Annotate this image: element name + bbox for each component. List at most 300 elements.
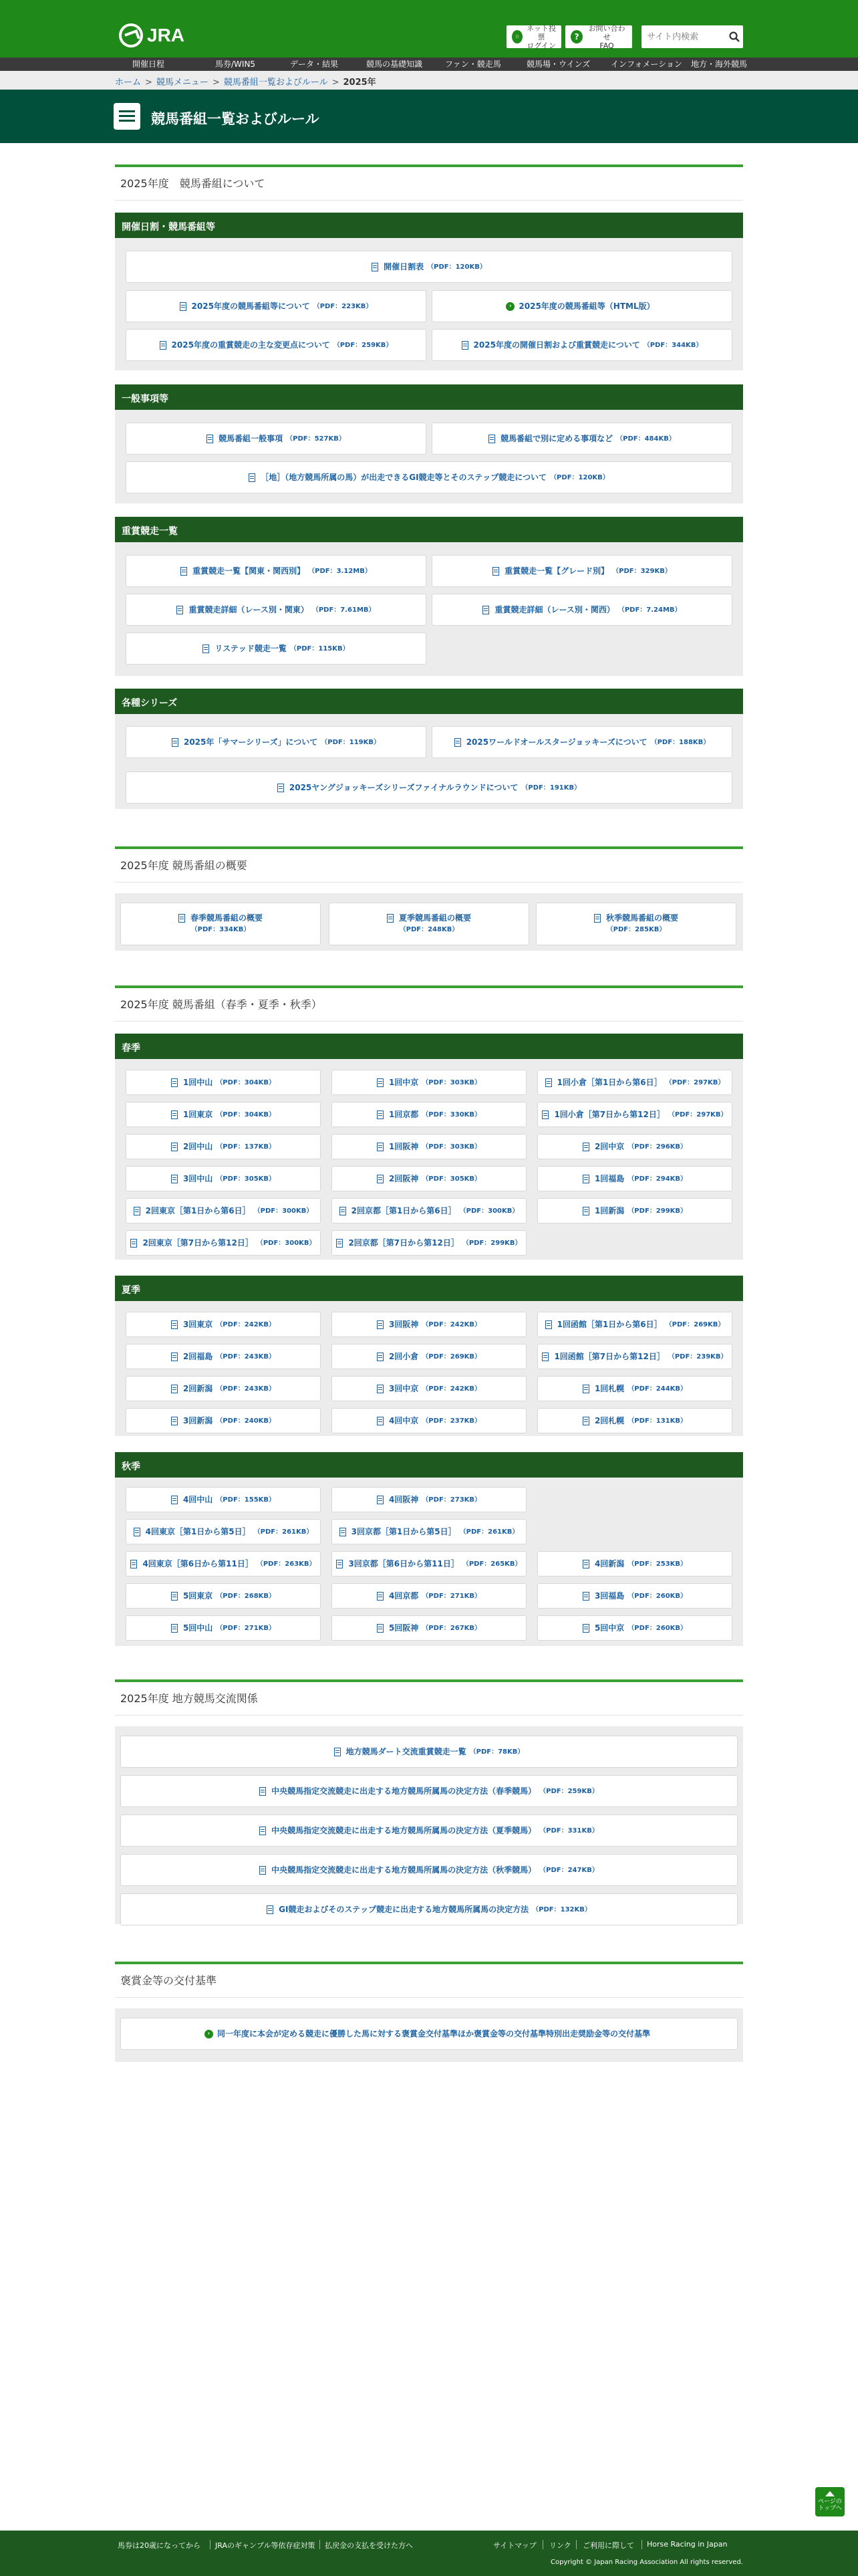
link-label: 4回阪神 (388, 1494, 419, 1504)
link-label: 中央競馬指定交流競走に出走する地方競馬所属馬の決定方法（秋季競馬） (271, 1865, 537, 1875)
link-label: 5回中京 (594, 1623, 625, 1633)
file-size: （PDF：303KB） (422, 1143, 482, 1151)
jra-logo[interactable] (119, 23, 186, 48)
link-label: 3回東京 (182, 1319, 213, 1329)
file-size: （PDF：237KB） (422, 1417, 482, 1425)
pdf-icon (583, 1207, 589, 1215)
pdf-icon (377, 1110, 384, 1119)
link-label: 4回東京［第6日から第11日］ (142, 1558, 253, 1568)
link-label: 2025年「サマーシリーズ」について (183, 737, 318, 747)
search-input[interactable] (641, 25, 720, 48)
pdf-link-button[interactable] (331, 1102, 527, 1127)
pdf-link-button[interactable] (537, 1551, 732, 1576)
section-heading: 2025年度 競馬番組について (115, 164, 743, 201)
file-size: （PDF：120KB） (550, 473, 609, 481)
pdf-icon (583, 1143, 589, 1151)
pdf-icon (178, 914, 185, 923)
list-icon (114, 103, 140, 130)
horse-logo-icon (119, 23, 143, 47)
file-size: （PDF：191KB） (521, 784, 581, 792)
pdf-link-button[interactable] (126, 1487, 321, 1512)
link-label: 4回新潟 (594, 1558, 625, 1568)
file-size: （PDF：132KB） (532, 1905, 591, 1913)
pdf-icon (259, 1866, 266, 1875)
link-label: 1回小倉［第1日から第6日］ (557, 1077, 662, 1087)
breadcrumb: ホーム > 競馬メニュー > 競馬番組一覧およびルール > 2025年 (0, 71, 858, 90)
pdf-icon (171, 1110, 178, 1119)
file-size: （PDF：131KB） (627, 1417, 688, 1425)
pdf-icon (377, 1417, 384, 1425)
link-label: GI競走およびそのステップ競走に出走する地方競馬所属馬の決定方法 (279, 1904, 529, 1914)
link-label: 同一年度に本会が定める競走に優勝した馬に対する褒賞金交付基準ほか褒賞金等の交付基準特別出走奨励金等の交付基準 (217, 2028, 650, 2038)
pdf-icon (583, 1417, 589, 1425)
pdf-link-button[interactable] (331, 1583, 527, 1609)
section-heading: 褒賞金等の交付基準 (115, 1962, 743, 1998)
pdf-icon (594, 914, 601, 923)
link-label: 2025年度の重賞競走の主な変更点について (171, 340, 330, 350)
link-label: 2回中山 (182, 1141, 213, 1151)
pdf-link-button[interactable] (331, 1134, 527, 1159)
pdf-icon (339, 1528, 346, 1536)
footer-link[interactable]: JRAのギャンブル等依存症対策 (215, 2541, 315, 2550)
pdf-link-button[interactable] (432, 555, 732, 587)
logo-text: JRA (147, 25, 185, 45)
pdf-icon (583, 1175, 589, 1183)
pdf-link-button[interactable] (126, 1198, 321, 1223)
pdf-link-button[interactable] (126, 1376, 321, 1401)
pdf-icon (336, 1239, 343, 1248)
link-label: 1回札幌 (594, 1383, 625, 1393)
pdf-link-button[interactable] (120, 1736, 738, 1768)
link-label: 5回東京 (182, 1591, 213, 1601)
link-label: 中央競馬指定交流競走に出走する地方競馬所属馬の決定方法（春季競馬） (271, 1786, 537, 1796)
pdf-icon (249, 473, 255, 482)
pdf-icon (583, 1560, 589, 1568)
nav-item[interactable]: 開催日程 (132, 60, 165, 69)
pdf-icon (377, 1320, 384, 1329)
page-title: 競馬番組一覧およびルール (151, 111, 319, 127)
file-size: （PDF：269KB） (422, 1353, 482, 1361)
pagetop-line1: ページの (818, 2498, 842, 2505)
link-label: 1回福島 (594, 1173, 625, 1183)
footer-link[interactable]: リンク (549, 2541, 571, 2550)
file-size: （PDF：7.24MB） (617, 606, 682, 614)
breadcrumb-list[interactable]: 競馬番組一覧およびルール (223, 78, 328, 88)
file-size: （PDF：261KB） (459, 1528, 519, 1536)
link-label: 開催日割表 (384, 261, 424, 271)
site-search (641, 25, 743, 48)
pdf-icon (372, 263, 378, 271)
link-label: 2回札幌 (594, 1415, 625, 1425)
pdf-link-button[interactable] (331, 1615, 527, 1641)
link-label: 1回中京 (388, 1077, 419, 1087)
pdf-link-button[interactable] (120, 1814, 738, 1847)
pdf-icon (583, 1385, 589, 1393)
file-size: （PDF：268KB） (216, 1592, 276, 1600)
pdf-icon (130, 1560, 137, 1568)
pdf-link-button[interactable] (120, 1854, 738, 1886)
pdf-link-button[interactable] (126, 772, 732, 804)
file-size: （PDF：294KB） (627, 1175, 688, 1183)
pdf-link-button[interactable] (120, 1775, 738, 1807)
link-label: 1回函館［第1日から第6日］ (557, 1319, 662, 1329)
file-size: （PDF：248KB） (399, 926, 459, 933)
file-size: （PDF：527KB） (286, 435, 345, 443)
file-size: （PDF：300KB） (256, 1239, 316, 1247)
pdf-icon (277, 784, 284, 792)
pdf-link-button[interactable] (126, 1551, 321, 1576)
pdf-link-button[interactable] (126, 1312, 321, 1337)
faq-button[interactable] (565, 25, 632, 48)
pdf-link-button[interactable] (126, 1408, 321, 1433)
pdf-link-button[interactable] (126, 1344, 321, 1369)
pdf-icon (482, 606, 489, 614)
file-size: （PDF：260KB） (627, 1592, 688, 1600)
pdf-link-button[interactable] (126, 726, 426, 758)
link-label: 5回阪神 (388, 1623, 419, 1633)
file-size: （PDF：119KB） (321, 738, 381, 746)
pdf-link-button[interactable] (126, 1070, 321, 1095)
pdf-icon (180, 567, 187, 576)
pdf-link-button[interactable] (126, 290, 426, 322)
nav-item[interactable]: インフォメーション (611, 60, 682, 69)
file-size: （PDF：115KB） (289, 645, 349, 653)
file-size: （PDF：188KB） (650, 738, 710, 746)
pdf-link-button[interactable] (537, 1376, 732, 1401)
file-size: （PDF：329KB） (612, 567, 672, 575)
link-label: 3回新潟 (182, 1415, 213, 1425)
pdf-link-button[interactable] (432, 726, 732, 758)
footer-link[interactable]: ご利用に際して (583, 2541, 634, 2550)
pdf-link-button[interactable] (331, 1408, 527, 1433)
link-label: 4回東京［第1日から第5日］ (145, 1526, 251, 1536)
file-size: （PDF：155KB） (216, 1496, 276, 1504)
pdf-icon (130, 1239, 137, 1248)
pdf-icon (492, 567, 499, 576)
file-size: （PDF：120KB） (427, 263, 486, 271)
file-size: （PDF：7.61MB） (311, 606, 376, 614)
footer-link[interactable]: サイトマップ (493, 2541, 537, 2550)
file-size: （PDF：334KB） (190, 926, 251, 933)
file-size: （PDF：297KB） (668, 1110, 728, 1119)
pdf-link-button[interactable] (126, 329, 426, 361)
file-size: （PDF：305KB） (216, 1175, 276, 1183)
link-label: 4回中山 (182, 1494, 213, 1504)
pdf-link-button[interactable] (432, 329, 732, 361)
link-label: 2025年度の競馬番組等（HTML版） (519, 301, 655, 311)
pdf-link-button[interactable] (331, 1344, 527, 1369)
page-top-button[interactable] (815, 2487, 845, 2516)
link-label: 春季競馬番組の概要 (190, 913, 263, 923)
group-heading: 秋季 (115, 1452, 743, 1478)
group-heading: 一般事項等 (115, 384, 743, 410)
pdf-link-button[interactable] (537, 1198, 732, 1223)
pdf-link-button[interactable] (331, 1166, 527, 1191)
link-label: 1回中山 (182, 1077, 213, 1087)
nav-item[interactable]: 地方・海外競馬 (691, 60, 748, 69)
pdf-icon (583, 1592, 589, 1601)
file-size: （PDF：137KB） (216, 1143, 276, 1151)
circle-arrow-icon: › (204, 2030, 213, 2038)
link-label: 2025ヤングジョッキーズシリーズファイナルラウンドについて (289, 782, 519, 792)
pdf-link-button[interactable] (331, 1070, 527, 1095)
file-size: （PDF：299KB） (627, 1207, 688, 1215)
pdf-icon (180, 302, 186, 311)
pdf-link-button[interactable] (537, 1615, 732, 1641)
pdf-link-button[interactable] (126, 1615, 321, 1641)
file-size: （PDF：271KB） (422, 1592, 482, 1600)
file-size: （PDF：261KB） (253, 1528, 313, 1536)
file-size: （PDF：300KB） (253, 1207, 313, 1215)
link-label: 競馬番組で別に定める事項など (500, 433, 613, 443)
pdf-icon (387, 914, 394, 923)
file-size: （PDF：3.12MB） (308, 567, 372, 575)
footer-link[interactable]: 馬券は20歳になってから (118, 2541, 200, 2550)
login-line2: ログイン (527, 41, 556, 50)
pdf-link-button[interactable] (120, 903, 321, 945)
pdf-icon (171, 1175, 178, 1183)
link-label: 夏季競馬番組の概要 (398, 913, 471, 923)
pdf-icon (377, 1624, 384, 1633)
pdf-link-button[interactable] (537, 1583, 732, 1609)
pdf-link-button[interactable] (126, 632, 426, 665)
file-size: （PDF：344KB） (643, 341, 703, 349)
link-label: 3回京都［第6日から第11日］ (348, 1558, 459, 1568)
pdf-icon (171, 1624, 178, 1633)
pdf-link-button[interactable] (120, 2018, 738, 2050)
link-label-row (178, 913, 263, 923)
file-size: （PDF：78KB） (469, 1748, 525, 1756)
pdf-icon (259, 1787, 266, 1796)
pdf-link-button[interactable] (331, 1230, 527, 1256)
link-label-row (594, 913, 678, 923)
pdf-icon (542, 1110, 549, 1119)
pdf-link-button[interactable] (537, 1134, 732, 1159)
nav-item[interactable]: 馬券/WIN5 (215, 60, 256, 69)
pdf-icon (454, 738, 461, 747)
pdf-link-button[interactable] (126, 251, 732, 283)
pdf-link-button[interactable] (331, 1312, 527, 1337)
group-heading: 春季 (115, 1034, 743, 1059)
link-label: 1回小倉［第7日から第12日］ (554, 1109, 665, 1119)
pdf-icon (336, 1560, 343, 1568)
section-heading: 2025年度 競馬番組（春季・夏季・秋季） (115, 985, 743, 1022)
pagetop-line2: トップへ (818, 2505, 842, 2512)
pdf-icon (176, 606, 183, 614)
file-size: （PDF：243KB） (216, 1353, 276, 1361)
pdf-link-button[interactable] (432, 423, 732, 455)
section-heading: 2025年度 競馬番組の概要 (115, 846, 743, 883)
link-label: 重賞競走一覧【関東・関西別】 (192, 566, 305, 576)
file-size: （PDF：269KB） (665, 1320, 725, 1328)
pdf-icon (160, 341, 166, 350)
breadcrumb-current: 2025年 (343, 78, 376, 88)
pdf-icon (377, 1175, 384, 1183)
pdf-link-button[interactable] (537, 1070, 732, 1095)
link-label: 4回中京 (388, 1415, 419, 1425)
link-label: 3回阪神 (388, 1319, 419, 1329)
pdf-icon (172, 738, 178, 747)
file-size: （PDF：240KB） (216, 1417, 276, 1425)
link-label: 1回京都 (388, 1109, 419, 1119)
pdf-link-button[interactable] (126, 461, 732, 493)
pdf-icon (377, 1496, 384, 1504)
file-size: （PDF：271KB） (216, 1624, 276, 1632)
link-label: ［地］（地方競馬所属の馬）が出走できるGI競走等とそのステップ競走について (261, 472, 547, 482)
pdf-link-button[interactable] (537, 1408, 732, 1433)
pdf-link-button[interactable] (331, 1376, 527, 1401)
pdf-icon (377, 1592, 384, 1601)
breadcrumb-home[interactable]: ホーム (115, 78, 142, 88)
nav-item[interactable]: 競馬場・ウインズ (527, 60, 591, 69)
link-label: 3回中京 (388, 1383, 419, 1393)
pdf-link-button[interactable] (331, 1487, 527, 1512)
file-size: （PDF：244KB） (627, 1385, 688, 1393)
pdf-icon (377, 1143, 384, 1151)
login-icon: ◦ (512, 30, 523, 43)
pdf-link-button[interactable] (126, 1519, 321, 1544)
pdf-link-button[interactable] (126, 555, 426, 587)
pdf-icon (134, 1207, 140, 1215)
file-size: （PDF：243KB） (216, 1385, 276, 1393)
link-label: 2回京都［第7日から第12日］ (348, 1238, 459, 1248)
pdf-icon (377, 1078, 384, 1087)
link-label: 2回中京 (594, 1141, 625, 1151)
pdf-link-button[interactable] (126, 1230, 321, 1256)
global-nav (0, 57, 858, 71)
faq-line2: FAQ (599, 41, 614, 50)
footer-link-horse-racing-in-japan[interactable]: Horse Racing in Japan (647, 2540, 728, 2549)
file-size: （PDF：265KB） (462, 1560, 522, 1568)
nav-item[interactable]: データ・結果 (290, 60, 339, 69)
pdf-icon (171, 1143, 178, 1151)
link-label: 1回函館［第7日から第12日］ (554, 1351, 665, 1361)
file-size: （PDF：263KB） (256, 1560, 316, 1568)
file-size: （PDF：299KB） (462, 1239, 522, 1247)
link-label: 2025年度の開催日割および重賞競走について (473, 340, 640, 350)
question-icon: ? (571, 30, 583, 43)
pdf-icon (542, 1353, 549, 1361)
link-label: 2025年度の競馬番組等について (191, 301, 310, 311)
link-label: 2回東京［第7日から第12日］ (142, 1238, 253, 1248)
pdf-icon (171, 1385, 178, 1393)
link-label: 重賞競走詳細（レース別・関西） (494, 604, 615, 614)
link-label: 競馬番組一般事項 (219, 433, 283, 443)
pdf-icon (134, 1528, 140, 1536)
link-label: リステッド競走一覧 (214, 643, 287, 653)
pdf-icon (171, 1496, 178, 1504)
pdf-icon (171, 1353, 178, 1361)
pdf-icon (267, 1905, 273, 1914)
file-size: （PDF：242KB） (422, 1385, 482, 1393)
nav-item[interactable]: ファン・競走馬 (445, 60, 501, 69)
group-heading: 重賞競走一覧 (115, 517, 743, 542)
pdf-icon (488, 435, 495, 443)
link-label: 2回阪神 (388, 1173, 419, 1183)
pdf-link-button[interactable] (126, 1166, 321, 1191)
group-heading: 開催日割・競馬番組等 (115, 213, 743, 238)
pdf-link-button[interactable] (126, 594, 426, 626)
link-label: 1回東京 (182, 1109, 213, 1119)
pdf-link-button[interactable] (537, 1166, 732, 1191)
pdf-icon (462, 341, 468, 350)
group-heading: 各種シリーズ (115, 689, 743, 714)
pdf-link-button[interactable] (536, 903, 736, 945)
pdf-link-button[interactable] (537, 1102, 732, 1127)
pdf-link-button[interactable] (120, 1893, 738, 1925)
pdf-link-button[interactable] (126, 1102, 321, 1127)
file-size: （PDF：304KB） (216, 1110, 276, 1119)
link-label: 3回中山 (182, 1173, 213, 1183)
site-footer (0, 2531, 858, 2576)
link-label: 3回京都［第1日から第5日］ (351, 1526, 456, 1536)
search-icon[interactable] (728, 31, 740, 43)
file-size: （PDF：223KB） (313, 302, 373, 310)
link-label: 1回阪神 (388, 1141, 419, 1151)
net-vote-login-button[interactable] (507, 25, 561, 48)
link-label: 1回新潟 (594, 1205, 625, 1215)
file-size: （PDF：296KB） (627, 1143, 688, 1151)
pdf-link-button[interactable] (331, 1551, 527, 1576)
file-size: （PDF：259KB） (539, 1787, 599, 1795)
file-size: （PDF：304KB） (216, 1078, 276, 1086)
pdf-icon (377, 1385, 384, 1393)
file-size: （PDF：273KB） (422, 1496, 482, 1504)
file-size: （PDF：242KB） (422, 1320, 482, 1328)
nav-item[interactable]: 競馬の基礎知識 (366, 60, 423, 69)
pdf-link-button[interactable] (331, 1519, 527, 1544)
pdf-link-button[interactable] (537, 1312, 732, 1337)
pdf-link-button[interactable] (537, 1344, 732, 1369)
file-size: （PDF：239KB） (668, 1353, 728, 1361)
file-size: （PDF：330KB） (422, 1110, 482, 1119)
file-size: （PDF：300KB） (459, 1207, 519, 1215)
pdf-icon (259, 1827, 266, 1835)
pdf-link-button[interactable] (126, 1134, 321, 1159)
breadcrumb-menu[interactable]: 競馬メニュー (156, 78, 208, 88)
link-label: 2回新潟 (182, 1383, 213, 1393)
footer-link[interactable]: 払戻金の支払を受けた方へ (325, 2541, 413, 2550)
link-label: 2回東京［第1日から第6日］ (145, 1205, 251, 1215)
link-label: 中央競馬指定交流競走に出走する地方競馬所属馬の決定方法（夏季競馬） (271, 1825, 537, 1835)
pdf-link-button[interactable] (331, 1198, 527, 1223)
pdf-icon (206, 435, 213, 443)
file-size: （PDF：259KB） (333, 341, 393, 349)
link-label: 地方競馬ダート交流重賞競走一覧 (345, 1746, 466, 1756)
pdf-icon (334, 1748, 341, 1756)
file-size: （PDF：331KB） (539, 1827, 599, 1835)
pdf-icon (377, 1353, 384, 1361)
link-label-row (387, 913, 471, 923)
pdf-link-button[interactable] (432, 290, 732, 322)
arrow-up-icon (825, 2491, 835, 2496)
pdf-link-button[interactable] (432, 594, 732, 626)
pdf-icon (171, 1417, 178, 1425)
pdf-link-button[interactable] (329, 903, 529, 945)
link-label: 5回中山 (182, 1623, 213, 1633)
file-size: （PDF：305KB） (422, 1175, 482, 1183)
pdf-link-button[interactable] (126, 1583, 321, 1609)
pdf-icon (583, 1624, 589, 1633)
section-heading: 2025年度 地方競馬交流関係 (115, 1679, 743, 1716)
file-size: （PDF：303KB） (422, 1078, 482, 1086)
page-title-bar (0, 90, 858, 143)
faq-line1: お問い合わせ (588, 23, 625, 41)
file-size: （PDF：253KB） (627, 1560, 688, 1568)
pdf-link-button[interactable] (126, 423, 426, 455)
link-label: 2025ワールドオールスタージョッキーズについて (466, 737, 648, 747)
pdf-icon (171, 1078, 178, 1087)
